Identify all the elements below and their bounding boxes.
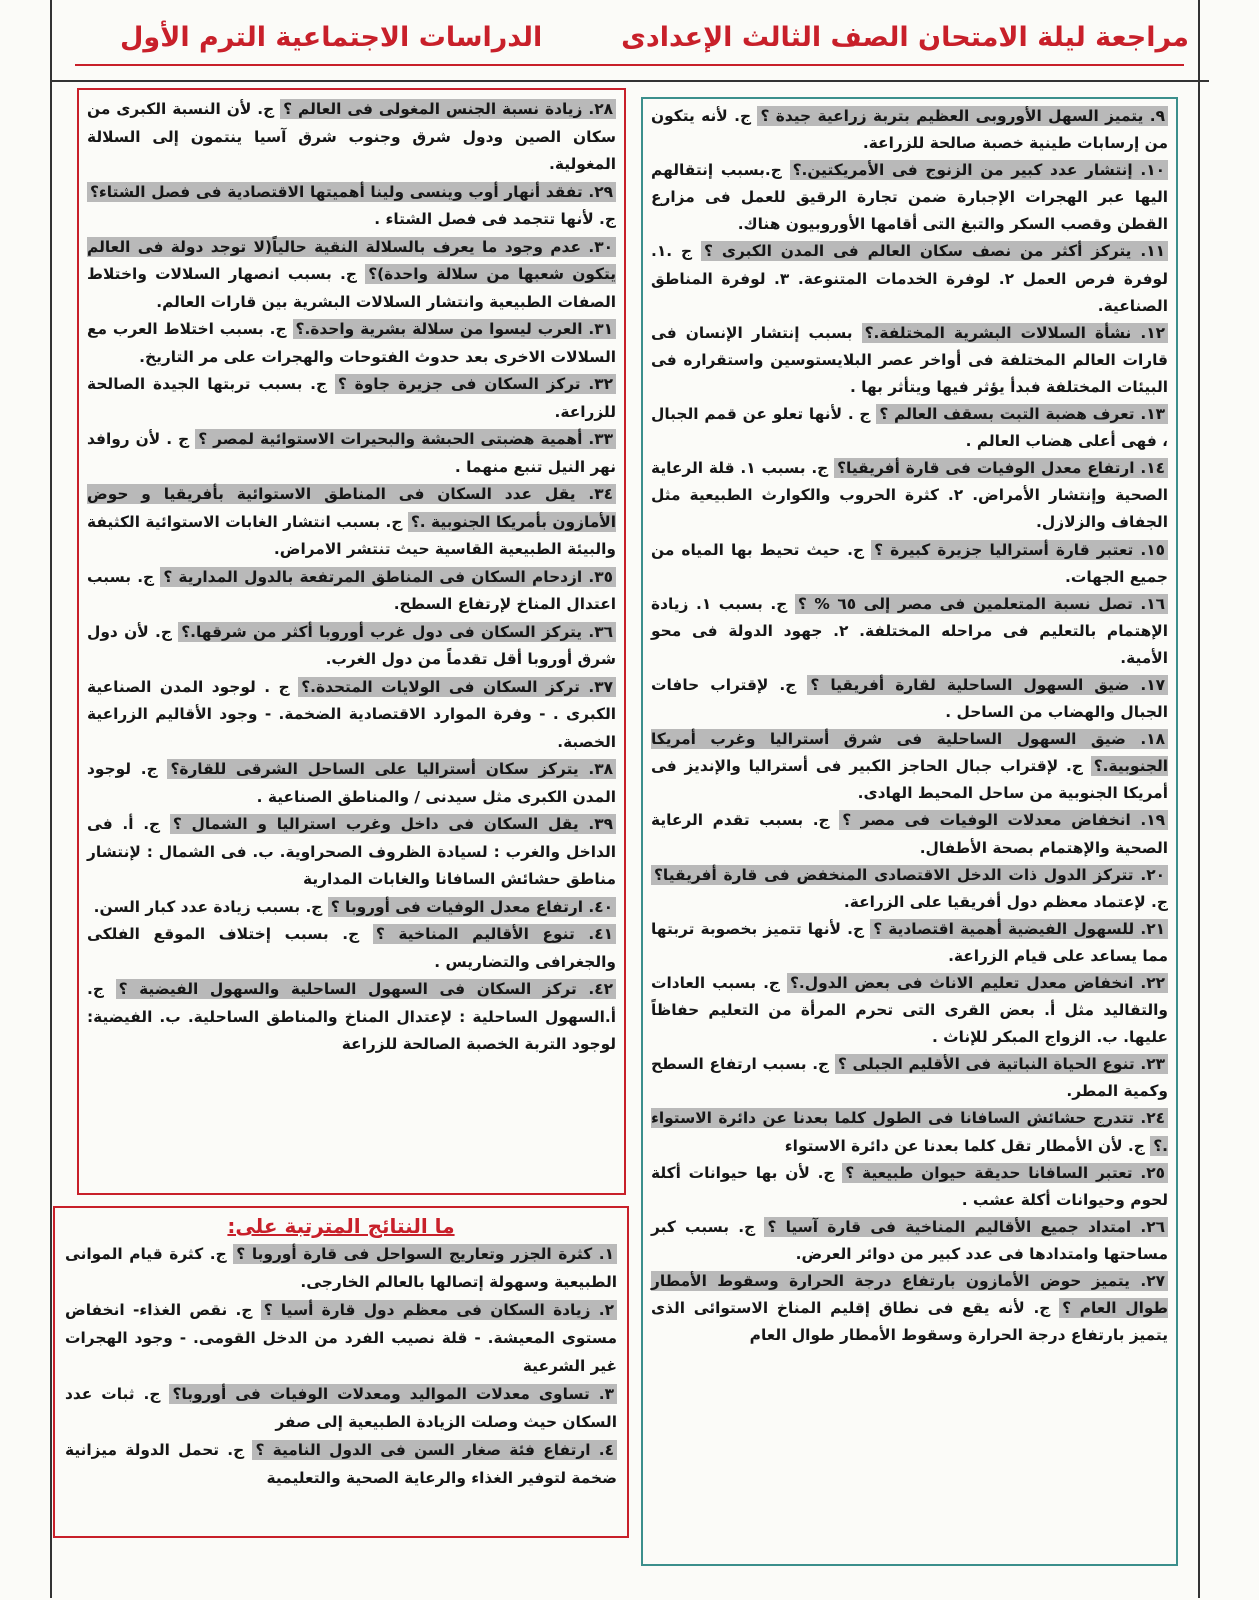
answer: ج. بسبب ١. زيادة الإهتمام بالتعليم فى مراحله المختلفة. ٢. جهود الدولة فى محو الأمية. bbox=[651, 594, 1169, 667]
question: ١١. يتركز أكثر من نصف سكان العالم فى المدن الكبرى ؟ bbox=[701, 241, 1168, 261]
qa-item bbox=[87, 811, 616, 894]
qa-item bbox=[651, 103, 1168, 157]
header bbox=[70, 22, 1189, 68]
results-title: ما النتائج المترتبة على: bbox=[227, 1214, 455, 1238]
question: ٤١. تنوع الأقاليم المناخية ؟ bbox=[373, 924, 616, 944]
question: ٣٤. يقل عدد السكان فى المناطق الاستوائية بأفريقيا و حوض الأمازون بأمريكا الجنوبية .؟ bbox=[87, 485, 616, 531]
qa-item bbox=[87, 564, 616, 619]
answer: ج. بسبب العادات والتقاليد مثل أ. بعض القرى التى تحرم المرأة من التعليم حفاظاً عليها. ب. الزواج المبكر للإناث . bbox=[651, 974, 1168, 1047]
qa-item bbox=[651, 537, 1168, 591]
question: ٣٨. يتركز سكان أستراليا على الساحل الشرقى للقارة؟ bbox=[167, 759, 616, 779]
qa-item bbox=[87, 976, 616, 1059]
qa-item bbox=[651, 455, 1168, 536]
question: ٢٣. تنوع الحياة النباتية فى الأقليم الجبلى ؟ bbox=[835, 1054, 1168, 1074]
question: ٢٧. يتميز حوض الأمازون بارتفاع درجة الحرارة وسقوط الأمطار طوال العام ؟ bbox=[651, 1272, 1168, 1318]
question: ٣١. العرب ليسوا من سلالة بشرية واحدة.؟ bbox=[293, 319, 616, 339]
question: ٣٦. يتركز السكان فى دول غرب أوروبا أكثر من شرقها.؟ bbox=[178, 622, 616, 642]
question: ١٦. تصل نسبة المتعلمين فى مصر إلى ٦٥ % ؟ bbox=[795, 594, 1168, 614]
qa-item bbox=[87, 371, 616, 426]
qa-item bbox=[651, 1051, 1168, 1105]
answer: ج. لأن النسبة الكبرى من سكان الصين ودول شرق وجنوب شرق آسيا ينتمون إلى السلالة المغولية. bbox=[87, 100, 616, 173]
question: ١٢. نشأة السلالات البشرية المختلفة.؟ bbox=[862, 323, 1168, 343]
question: ١٠. إنتشار عدد كبير من الزنوج فى الأمريكتين.؟ bbox=[790, 160, 1168, 180]
question: ١٥. تعتبر قارة أستراليا جزيرة كبيرة ؟ bbox=[871, 540, 1168, 560]
answer: ج. لإقتراب حافات الجبال والهضاب من الساحل . bbox=[651, 675, 1168, 722]
answer: ج. لإقتراب جبال الحاجز الكبير فى أستراليا والإنديز فى أمريكا الجنوبية من ساحل المحيط الهادى. bbox=[651, 757, 1168, 803]
question: ٣٩. يقل السكان فى داخل وغرب استراليا و الشمال ؟ bbox=[170, 814, 616, 834]
qa-item bbox=[651, 401, 1168, 455]
qa-item bbox=[87, 619, 616, 674]
question: ٩. يتميز السهل الأوروبى العظيم بتربة زراعية جيدة ؟ bbox=[757, 106, 1168, 126]
divider bbox=[50, 80, 1209, 82]
answer: ج. بسبب ١. قلة الرعاية الصحية وإنتشار الأمراض. ٢. كثرة الحروب والكوارث الطبيعية مثل الجفاف والزلازل. bbox=[651, 459, 1169, 532]
answer: ج. لأن الأمطار تقل كلما بعدنا عن دائرة الاستواء bbox=[784, 1136, 1145, 1155]
answer: ج. لأنه يتكون من إرسابات طينية خصبة صالحة للزراعة. bbox=[651, 107, 1168, 153]
answer: ج. بسبب زيادة عدد كبار السن. bbox=[93, 897, 323, 916]
question: ٣٠. عدم وجود ما يعرف بالسلالة النقية حالياً(لا توجد دولة فى العالم يتكون شعبها من سلالة واحدة)؟ bbox=[87, 237, 616, 283]
qa-item bbox=[65, 1380, 617, 1436]
question: ٢٢. انخفاض معدل تعليم الاناث فى بعض الدول.؟ bbox=[787, 973, 1168, 993]
question: ٤٠. ارتفاع معدل الوفيات فى أوروبا ؟ bbox=[328, 897, 616, 917]
question: ١٨. ضيق السهول الساحلية فى شرق أستراليا وغرب أمريكا الجنوبية.؟ bbox=[651, 730, 1168, 776]
question: ٢٩. تفقد أنهار أوب وينسى ولينا أهميتها الاقتصادية فى فصل الشتاء؟ bbox=[87, 182, 616, 202]
qa-item bbox=[87, 481, 616, 564]
question: ١٧. ضيق السهول الساحلية لقارة أفريقيا ؟ bbox=[807, 675, 1168, 695]
answer: ج. كثرة قيام الموانى الطبيعية وسهولة إتصالها بالعالم الخارجى. bbox=[65, 1245, 617, 1291]
qa-item bbox=[651, 1214, 1168, 1268]
qa-item bbox=[651, 320, 1168, 401]
answer: ج. لأن دول شرق أوروبا أقل تقدماً من دول الغرب. bbox=[87, 622, 616, 668]
qa-item bbox=[87, 756, 616, 811]
qa-item bbox=[65, 1240, 617, 1296]
question: ١٤. ارتفاع معدل الوفيات فى قارة أفريقيا؟ bbox=[834, 458, 1168, 478]
answer: ج. لأنها تتميز بخصوبة تربتها مما يساعد على قيام الزراعة. bbox=[651, 919, 1168, 965]
qa-item bbox=[65, 1296, 617, 1380]
qa-item bbox=[651, 591, 1168, 672]
question: ٣٥. ازدحام السكان فى المناطق المرتفعة بالدول المدارية ؟ bbox=[160, 567, 616, 587]
question: ٣٢. تركز السكان فى جزيرة جاوة ؟ bbox=[335, 374, 616, 394]
answer: ج. تحمل الدولة ميزانية ضخمة لتوفير الغذاء والرعاية الصحية والتعليمية bbox=[65, 1441, 617, 1487]
question: ٢. زيادة السكان فى معظم دول قارة أسيا ؟ bbox=[261, 1300, 617, 1320]
question: ٣٣. أهمية هضبتى الحبشة والبحيرات الاستوائية لمصر ؟ bbox=[195, 429, 616, 449]
answer: ج. ثبات عدد السكان حيث وصلت الزيادة الطبيعية إلى صفر bbox=[65, 1385, 617, 1431]
qa-item bbox=[87, 234, 616, 317]
answer: ج. لوجود المدن الكبرى مثل سيدنى / والمناطق الصناعية . bbox=[87, 760, 616, 806]
answer: ج. لأنها تتجمد فى فصل الشتاء . bbox=[374, 210, 616, 228]
subject-title: الدراسات الاجتماعية الترم الأول bbox=[120, 22, 543, 53]
qa-item bbox=[87, 894, 616, 922]
qa-item bbox=[651, 970, 1168, 1051]
results-section bbox=[53, 1206, 629, 1538]
answer: ج. بسبب تربتها الجيدة الصالحة للزراعة. bbox=[87, 375, 616, 421]
qa-item bbox=[87, 921, 616, 976]
answer: ج . لأن روافد نهر النيل تنبع منهما . bbox=[87, 430, 616, 476]
qa-item bbox=[651, 1105, 1168, 1159]
answer: ج. بسبب كبر مساحتها وامتدادها فى عدد كبير من دوائر العرض. bbox=[651, 1217, 1168, 1263]
results-list bbox=[65, 1240, 617, 1492]
page-title: مراجعة ليلة الامتحان الصف الثالث الإعدادى bbox=[621, 22, 1189, 53]
header-underline bbox=[75, 64, 1184, 66]
question: ٢١. للسهول الفيضية أهمية اقتصادية ؟ bbox=[870, 919, 1168, 939]
answer: ج. بسبب ارتفاع السطح وكمية المطر. bbox=[651, 1055, 1168, 1101]
answer: ج.بسبب إنتقالهم اليها عبر الهجرات الإجبارة ضمن تجارة الرقيق للعمل فى مزارع القطن وقصب السكر والتبغ التى أقامها الأوروبيون هناك. bbox=[651, 161, 1168, 234]
question: ٢٥. تعتبر السافانا حديقة حيوان طبيعية ؟ bbox=[842, 1163, 1168, 1183]
answer: ج. بسبب انصهار السلالات واختلاط الصفات الطبيعية وانتشار السلالات البشرية بين قارات العالم. bbox=[87, 265, 616, 311]
answer: بسبب إنتشار الإنسان فى قارات العالم المختلفة فى أواخر عصر البلايستوسين واستقراره فى البيئات المختلفة فبدأ يؤثر فيها ويتأثر بها . bbox=[651, 323, 1168, 396]
qa-item bbox=[651, 1268, 1168, 1349]
qa-item bbox=[87, 674, 616, 757]
right-column bbox=[641, 97, 1178, 1566]
answer: ج . لأنها تعلو عن قمم الجبال ، فهى أعلى هضاب العالم . bbox=[651, 405, 1168, 451]
qa-item bbox=[65, 1436, 617, 1492]
question: ١. كثرة الجزر وتعاريج السواحل فى قارة أوروبا ؟ bbox=[233, 1244, 617, 1264]
qa-item bbox=[87, 426, 616, 481]
qa-item bbox=[87, 96, 616, 179]
answer: ج . لوجود المدن الصناعية الكبرى . - وفرة الموارد الاقتصادية الضخمة. - وجود الأقاليم الزراعية الخصبة. bbox=[87, 677, 616, 751]
question: ٣. تساوى معدلات المواليد ومعدلات الوفيات فى أوروبا؟ bbox=[169, 1384, 617, 1404]
qa-item bbox=[651, 672, 1168, 726]
answer: ج. لإعتماد معظم دول أفريقيا على الزراعة. bbox=[843, 892, 1168, 911]
answer: ج. بسبب اختلاط العرب مع السلالات الاخرى بعد حدوث الفتوحات والهجرات على مر التاريخ. bbox=[87, 320, 616, 366]
answer: ج .١. لوفرة فرص العمل ٢. لوفرة الخدمات المتنوعة. ٣. لوفرة المناطق الصناعية. bbox=[651, 242, 1168, 315]
question: ٢٤. تتدرج حشائش السافانا فى الطول كلما بعدنا عن دائرة الاستواء .؟ bbox=[651, 1109, 1168, 1155]
question: ٢٦. امتداد جميع الأقاليم المناخية فى قارة آسيا ؟ bbox=[764, 1217, 1168, 1237]
qa-item bbox=[651, 862, 1168, 916]
answer: ج. بسبب انتشار الغابات الاستوائية الكثيفة والبيئة الطبيعية القاسية حيث تنتشر الامراض. bbox=[87, 512, 616, 558]
question: ٤٢. تركز السكان فى السهول الساحلية والسهول الفيضية ؟ bbox=[116, 979, 616, 999]
left-column bbox=[77, 88, 626, 1195]
question: ٢٠. تتركز الدول ذات الدخل الاقتصادى المنخفض فى قارة أفريقيا؟ bbox=[651, 865, 1168, 885]
answer: ج. بسبب اعتدال المناخ لإرتفاع السطح. bbox=[87, 567, 616, 613]
qa-item bbox=[87, 179, 616, 234]
qa-item bbox=[87, 316, 616, 371]
answer: ج. حيث تحيط بها المياه من جميع الجهات. bbox=[651, 540, 1168, 586]
answer: ج. لأنه يقع فى نطاق إقليم المناخ الاستوائى الذى يتميز بارتفاع درجة الحرارة وسقوط الأمطار طوال العام bbox=[651, 1299, 1168, 1345]
qa-item bbox=[651, 157, 1168, 238]
qa-item bbox=[651, 1160, 1168, 1214]
question: ٢٨. زيادة نسبة الجنس المغولى فى العالم ؟ bbox=[280, 99, 616, 119]
qa-item bbox=[651, 726, 1168, 807]
answer: ج. لأن بها حيوانات أكلة لحوم وحيوانات أكلة عشب . bbox=[651, 1163, 1168, 1209]
question: ٣٧. تركز السكان فى الولايات المتحدة.؟ bbox=[298, 677, 616, 697]
answer: ج. أ.السهول الساحلية : لإعتدال المناخ والمناطق الساحلية. ب. الفيضية: لوجود التربة الخصبة الصالحة للزراعة bbox=[87, 980, 616, 1053]
answer: ج. أ. فى الداخل والغرب : لسيادة الظروف الصحراوية. ب. فى الشمال : لإنتشار مناطق حشائش السافانا والغابات المدارية bbox=[87, 815, 616, 888]
question: ١٩. انخفاض معدلات الوفيات فى مصر ؟ bbox=[839, 810, 1168, 830]
answer: ج. بسبب إختلاف الموقع الفلكى والجغرافى والتضاريس . bbox=[87, 925, 616, 971]
answer: ج. بسبب تقدم الرعاية الصحية والإهتمام بصحة الأطفال. bbox=[651, 811, 1168, 857]
question: ٤. ارتفاع فئة صغار السن فى الدول النامية ؟ bbox=[252, 1440, 617, 1460]
qa-item bbox=[651, 807, 1168, 861]
qa-item bbox=[651, 238, 1168, 319]
question: ١٣. تعرف هضبة التبت بسقف العالم ؟ bbox=[876, 404, 1168, 424]
answer: ج. نقص الغذاء- انخفاض مستوى المعيشة. - قلة نصيب الفرد من الدخل القومى. - وجود الهجرات غير الشرعية bbox=[65, 1301, 617, 1375]
qa-item bbox=[651, 916, 1168, 970]
